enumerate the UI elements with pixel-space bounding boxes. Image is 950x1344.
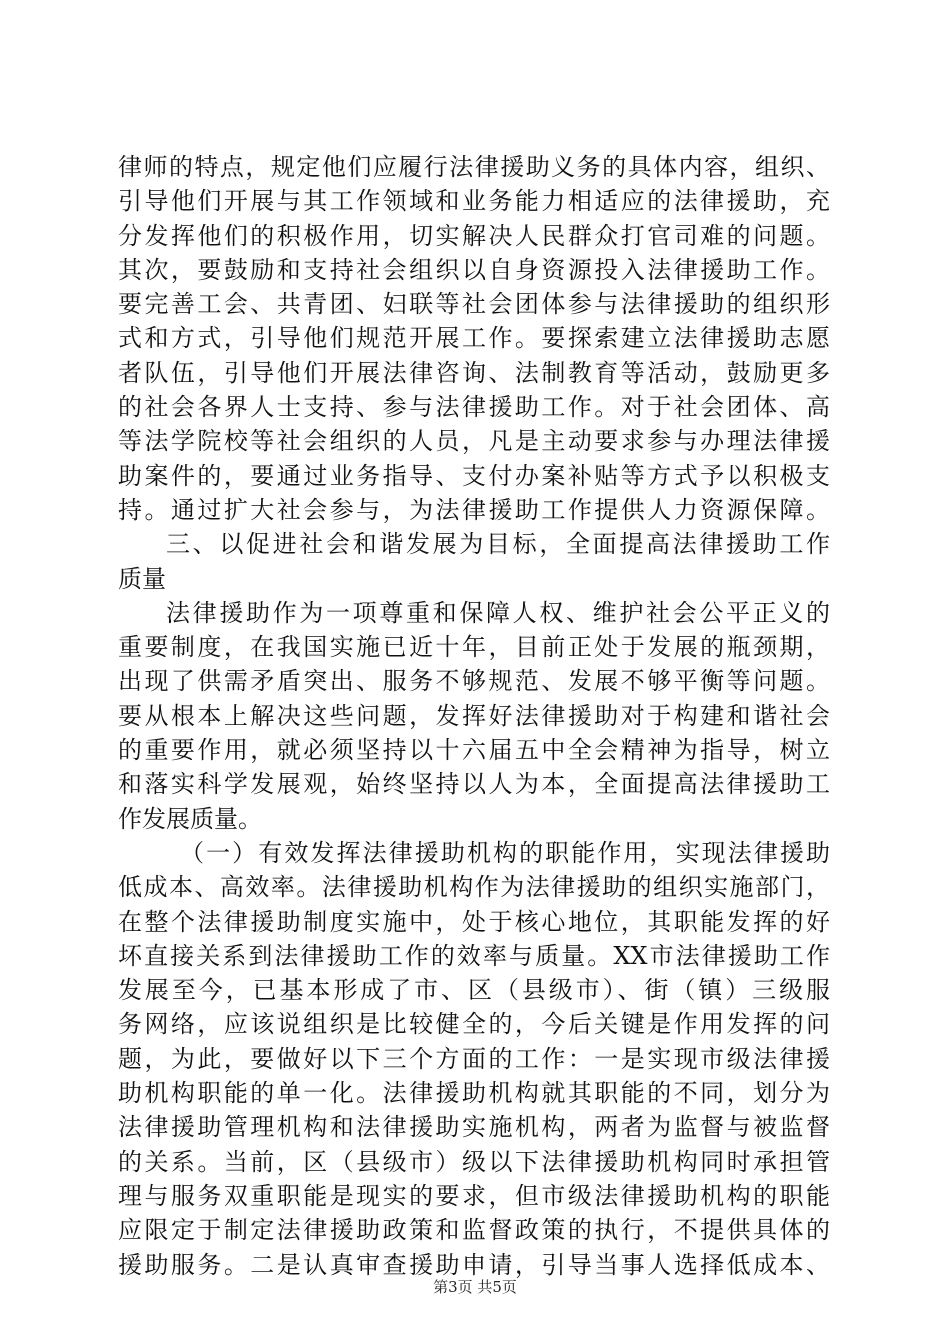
text-line: 要完善工会、共青团、妇联等社会团体参与法律援助的组织形 xyxy=(118,290,830,319)
text-line: 的重要作用，就必须坚持以十六届五中全会精神为指导，树立 xyxy=(118,736,830,765)
text-line: 其次，要鼓励和支持社会组织以自身资源投入法律援助工作。 xyxy=(118,255,830,284)
document-body xyxy=(118,150,830,1282)
page-footer: 第3页 共5页 xyxy=(433,1278,517,1296)
text-line: 法律援助作为一项尊重和保障人权、维护社会公平正义的 xyxy=(166,598,830,627)
text-line: 出现了供需矛盾突出、服务不够规范、发展不够平衡等问题。 xyxy=(118,667,830,696)
text-line: 坏直接关系到法律援助工作的效率与质量。XX市法律援助工作 xyxy=(118,941,830,970)
text-line: 要从根本上解决这些问题，发挥好法律援助对于构建和谐社会 xyxy=(118,701,830,730)
section-heading-line: 质量 xyxy=(118,564,166,593)
section-heading-line: 三、以促进社会和谐发展为目标，全面提高法律援助工作 xyxy=(166,530,830,559)
text-line: 式和方式，引导他们规范开展工作。要探索建立法律援助志愿 xyxy=(118,324,830,353)
text-line: 分发挥他们的积极作用，切实解决人民群众打官司难的问题。 xyxy=(118,221,830,250)
text-line: 题，为此，要做好以下三个方面的工作：一是实现市级法律援 xyxy=(118,1044,830,1073)
text-line: 法律援助管理机构和法律援助实施机构，两者为监督与被监督 xyxy=(118,1113,830,1142)
text-line: 助机构职能的单一化。法律援助机构就其职能的不同，划分为 xyxy=(118,1079,830,1108)
text-line: 在整个法律援助制度实施中，处于核心地位，其职能发挥的好 xyxy=(118,907,830,936)
text-line: 和落实科学发展观，始终坚持以人为本，全面提高法律援助工 xyxy=(118,770,830,799)
text-line: 持。通过扩大社会参与，为法律援助工作提供人力资源保障。 xyxy=(118,495,830,524)
text-line: 应限定于制定法律援助政策和监督政策的执行，不提供具体的 xyxy=(118,1216,830,1245)
text-line: 援助服务。二是认真审查援助申请，引导当事人选择低成本、 xyxy=(118,1250,830,1279)
subsection-line: （一）有效发挥法律援助机构的职能作用，实现法律援助 xyxy=(180,838,830,867)
text-line: 的社会各界人士支持、参与法律援助工作。对于社会团体、高 xyxy=(118,393,830,422)
text-line: 的关系。当前，区（县级市）级以下法律援助机构同时承担管 xyxy=(118,1147,830,1176)
text-line: 助案件的，要通过业务指导、支付办案补贴等方式予以积极支 xyxy=(118,461,830,490)
text-line: 发展至今，已基本形成了市、区（县级市）、街（镇）三级服 xyxy=(118,976,830,1005)
text-line: 律师的特点，规定他们应履行法律援助义务的具体内容，组织、 xyxy=(118,153,830,181)
text-line: 重要制度，在我国实施已近十年，目前正处于发展的瓶颈期， xyxy=(118,633,830,662)
text-line: 理与服务双重职能是现实的要求，但市级法律援助机构的职能 xyxy=(118,1181,830,1210)
text-line: 务网络，应该说组织是比较健全的，今后关键是作用发挥的问 xyxy=(118,1010,830,1039)
text-line: 者队伍，引导他们开展法律咨询、法制教育等活动，鼓励更多 xyxy=(118,358,830,387)
text-line: 引导他们开展与其工作领域和业务能力相适应的法律援助，充 xyxy=(118,187,830,216)
text-line: 作发展质量。 xyxy=(118,804,262,833)
text-line: 低成本、高效率。法律援助机构作为法律援助的组织实施部门， xyxy=(118,873,830,902)
text-line: 等法学院校等社会组织的人员，凡是主动要求参与办理法律援 xyxy=(118,427,830,456)
